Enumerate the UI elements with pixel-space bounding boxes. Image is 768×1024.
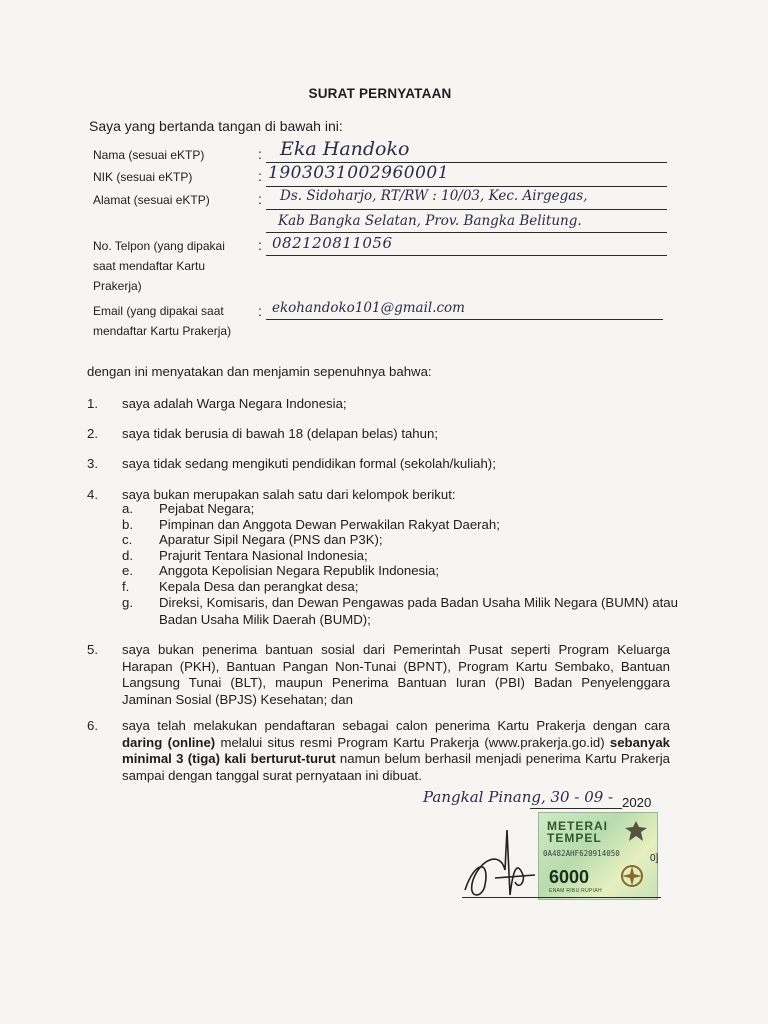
email-value: ekohandoko101@gmail.com (272, 300, 465, 316)
place-date-handwritten: Pangkal Pinang, 30 - 09 - (423, 788, 614, 806)
intro-text: Saya yang bertanda tangan di bawah ini: (89, 118, 343, 134)
colon: : (258, 168, 262, 184)
nik-fill-line (266, 186, 667, 187)
subitem-letter: d. (122, 548, 133, 563)
subitem-letter: f. (122, 579, 130, 594)
subitem-letter: a. (122, 501, 133, 516)
nama-value: Eka Handoko (280, 138, 410, 160)
item-number: 4. (87, 487, 98, 502)
telpon-value: 082120811056 (272, 234, 393, 252)
subitem-text: Kepala Desa dan perangkat desa; (159, 579, 359, 594)
email-label: mendaftar Kartu Prakerja) (93, 324, 232, 338)
alamat-value-line2: Kab Bangka Selatan, Prov. Bangka Belitung. (278, 213, 582, 229)
date-year: 2020 (622, 795, 652, 810)
subitem-letter: e. (122, 563, 133, 578)
subitem-text: Anggota Kepolisian Negara Republik Indonesia; (159, 563, 440, 578)
item-number: 5. (87, 642, 98, 657)
stamp-serial: 0A482AHF620914050 (543, 849, 620, 858)
item-text: saya adalah Warga Negara Indonesia; (122, 396, 347, 411)
subitem-text: Prajurit Tentara Nasional Indonesia; (159, 548, 368, 563)
item-text (122, 718, 670, 784)
item-text-bold: sebanyak minimal 3 (tiga) kali berturut-turut (122, 734, 670, 766)
item-text: saya bukan merupakan salah satu dari kelompok berikut: (122, 487, 456, 502)
item-text: saya bukan penerima bantuan sosial dari Pemerintah Pusat seperti Program Keluarga Harapan (PKH), Bantuan Pangan Non-Tunai (BPNT), Program Kartu Sembako, Bantuan Langsung Tunai (BLT), maupun Penerima Bantuan Iuran (PBI) Badan Penyelenggara Jaminan Sosial (BPJS) Kesehatan; dan (122, 642, 670, 707)
colon: : (258, 146, 262, 162)
colon: : (258, 191, 262, 207)
document-title: SURAT PERNYATAAN (308, 86, 452, 101)
meterai-stamp (538, 812, 658, 900)
stamp-edge-text: 0] (650, 853, 659, 864)
item-text-part: melalui situs resmi Program Kartu Prakerja (www.prakerja.go.id) (215, 734, 610, 750)
subitem-text: Direksi, Komisaris, dan Dewan Pengawas pada Badan Usaha Milik Negara (BUMN) atau Badan Usaha Milik Daerah (BUMD); (159, 595, 678, 627)
email-label: Email (yang dipakai saat (93, 304, 224, 318)
subitem-text: Pejabat Negara; (159, 501, 255, 516)
subitem-letter: g. (122, 595, 133, 610)
nik-value: 1903031002960001 (268, 163, 450, 183)
subitem-text: Pimpinan dan Anggota Dewan Perwakilan Rakyat Daerah; (159, 517, 500, 532)
nik-label: NIK (sesuai eKTP) (93, 170, 193, 184)
telpon-fill-line (266, 255, 667, 256)
nama-label: Nama (sesuai eKTP) (93, 148, 205, 162)
subitem-letter: b. (122, 517, 133, 532)
subitem-letter: c. (122, 532, 133, 547)
item-text-bold: daring (online) (122, 734, 216, 750)
alamat-value-line1: Ds. Sidoharjo, RT/RW : 10/03, Kec. Airgegas, (280, 188, 588, 204)
item-number: 1. (87, 396, 98, 411)
item-number: 6. (87, 718, 98, 733)
telpon-label: saat mendaftar Kartu (93, 259, 206, 273)
stamp-title: METERAI (547, 819, 608, 833)
colon: : (258, 237, 262, 253)
alamat-fill-line-2 (266, 232, 667, 233)
date-fill-line (530, 808, 622, 809)
subitem-text: Aparatur Sipil Negara (PNS dan P3K); (159, 532, 383, 547)
stamp-subtitle: TEMPEL (547, 831, 602, 845)
signature-line (462, 897, 661, 898)
stamp-value: 6000 (549, 867, 590, 887)
item-text-part: saya telah melakukan pendaftaran sebagai calon penerima Kartu Prakerja dengan cara (122, 718, 670, 733)
item-text-part: namun belum berhasil menjadi penerima Kartu Prakerja sampai dengan tanggal surat pernyataan ini dibuat. (122, 751, 670, 783)
item-number: 3. (87, 456, 98, 471)
email-fill-line (266, 319, 663, 320)
item-text: saya tidak sedang mengikuti pendidikan formal (sekolah/kuliah); (122, 456, 496, 471)
colon: : (258, 303, 262, 319)
statement-intro: dengan ini menyatakan dan menjamin sepenuhnya bahwa: (87, 364, 432, 379)
item-text: saya tidak berusia di bawah 18 (delapan belas) tahun; (122, 426, 438, 441)
telpon-label: Prakerja) (93, 279, 142, 293)
ornament-icon (619, 863, 645, 889)
item-number: 2. (87, 426, 98, 441)
alamat-fill-line-1 (266, 209, 667, 210)
garuda-emblem-icon (623, 819, 649, 845)
telpon-label: No. Telpon (yang dipakai (93, 239, 225, 253)
stamp-value-words: ENAM RIBU RUPIAH (549, 888, 602, 894)
alamat-label: Alamat (sesuai eKTP) (93, 193, 210, 207)
